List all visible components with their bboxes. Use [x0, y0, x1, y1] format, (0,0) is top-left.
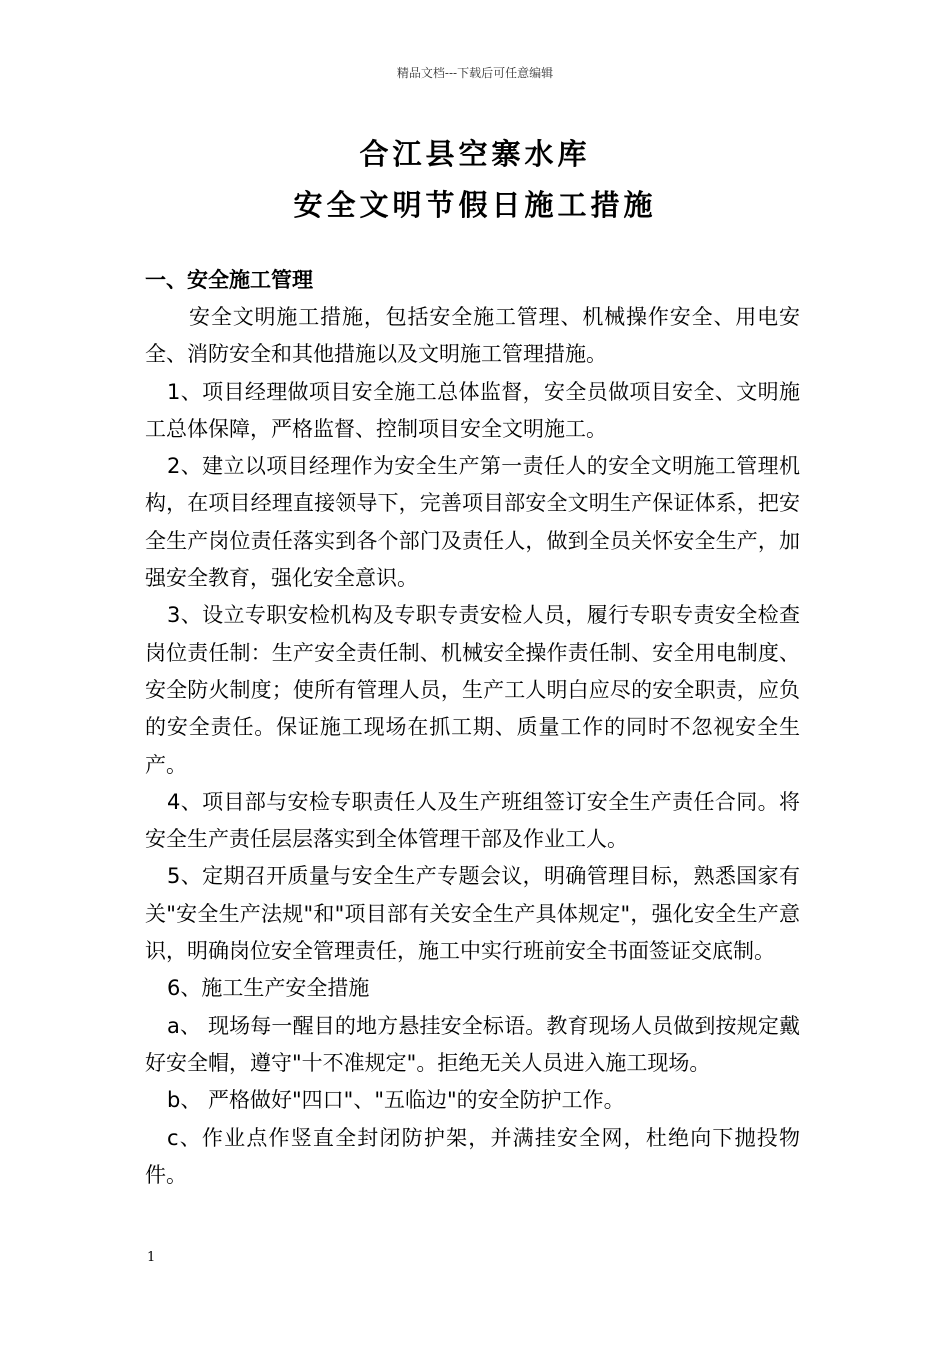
paragraph-item-3: 3、设立专职安检机构及专职专责安检人员，履行专职专责安全检查岗位责任制：生产安全责任制、机械安全操作责任制、安全用电制度、安全防火制度；使所有管理人员，生产工人明白应尽的安全职责，应负的安全责任。保证施工现场在抓工期、质量工作的同时不忽视安全生产。: [145, 603, 800, 777]
header-note: 精品文档---下载后可任意编辑: [396, 66, 554, 80]
paragraph-item-2: 2、建立以项目经理作为安全生产第一责任人的安全文明施工管理机构，在项目经理直接领导下，完善项目部安全文明生产保证体系，把安全生产岗位责任落实到各个部门及责任人，做到全员关怀安全生产，加强安全教育，强化安全意识。: [145, 454, 800, 591]
section-heading: 一、安全施工管理: [145, 268, 313, 292]
sub-item-a: a、 现场每一醒目的地方悬挂安全标语。教育现场人员做到按规定戴好安全帽，遵守"十不准规定"。拒绝无关人员进入施工现场。: [145, 1013, 800, 1075]
intro-paragraph: 安全文明施工措施，包括安全施工管理、机械操作安全、用电安全、消防安全和其他措施以及文明施工管理措施。: [145, 305, 800, 367]
paragraph-item-1: 1、项目经理做项目安全施工总体监督，安全员做项目安全、文明施工总体保障，严格监督、控制项目安全文明施工。: [145, 379, 800, 441]
paragraph-item-5: 5、定期召开质量与安全生产专题会议，明确管理目标，熟悉国家有关"安全生产法规"和"项目部有关安全生产具体规定"，强化安全生产意识，明确岗位安全管理责任，施工中实行班前安全书面签证交底制。: [145, 864, 800, 964]
sub-item-b: b、 严格做好"四口"、"五临边"的安全防护工作。: [167, 1088, 625, 1113]
paragraph-item-4: 4、项目部与安检专职责任人及生产班组签订安全生产责任合同。将安全生产责任层层落实到全体管理干部及作业工人。: [145, 789, 800, 852]
paragraph-item-6: 6、施工生产安全措施: [167, 976, 370, 1001]
document-title-line2: 安全文明节假日施工措施: [293, 188, 657, 222]
document-body: [145, 262, 800, 1194]
document-title-line1: 合江县空寨水库: [359, 137, 591, 171]
page-number: 1: [147, 1250, 156, 1265]
sub-item-c: c、作业点作竖直全封闭防护架，并满挂安全网，杜绝向下抛投物件。: [145, 1125, 800, 1187]
